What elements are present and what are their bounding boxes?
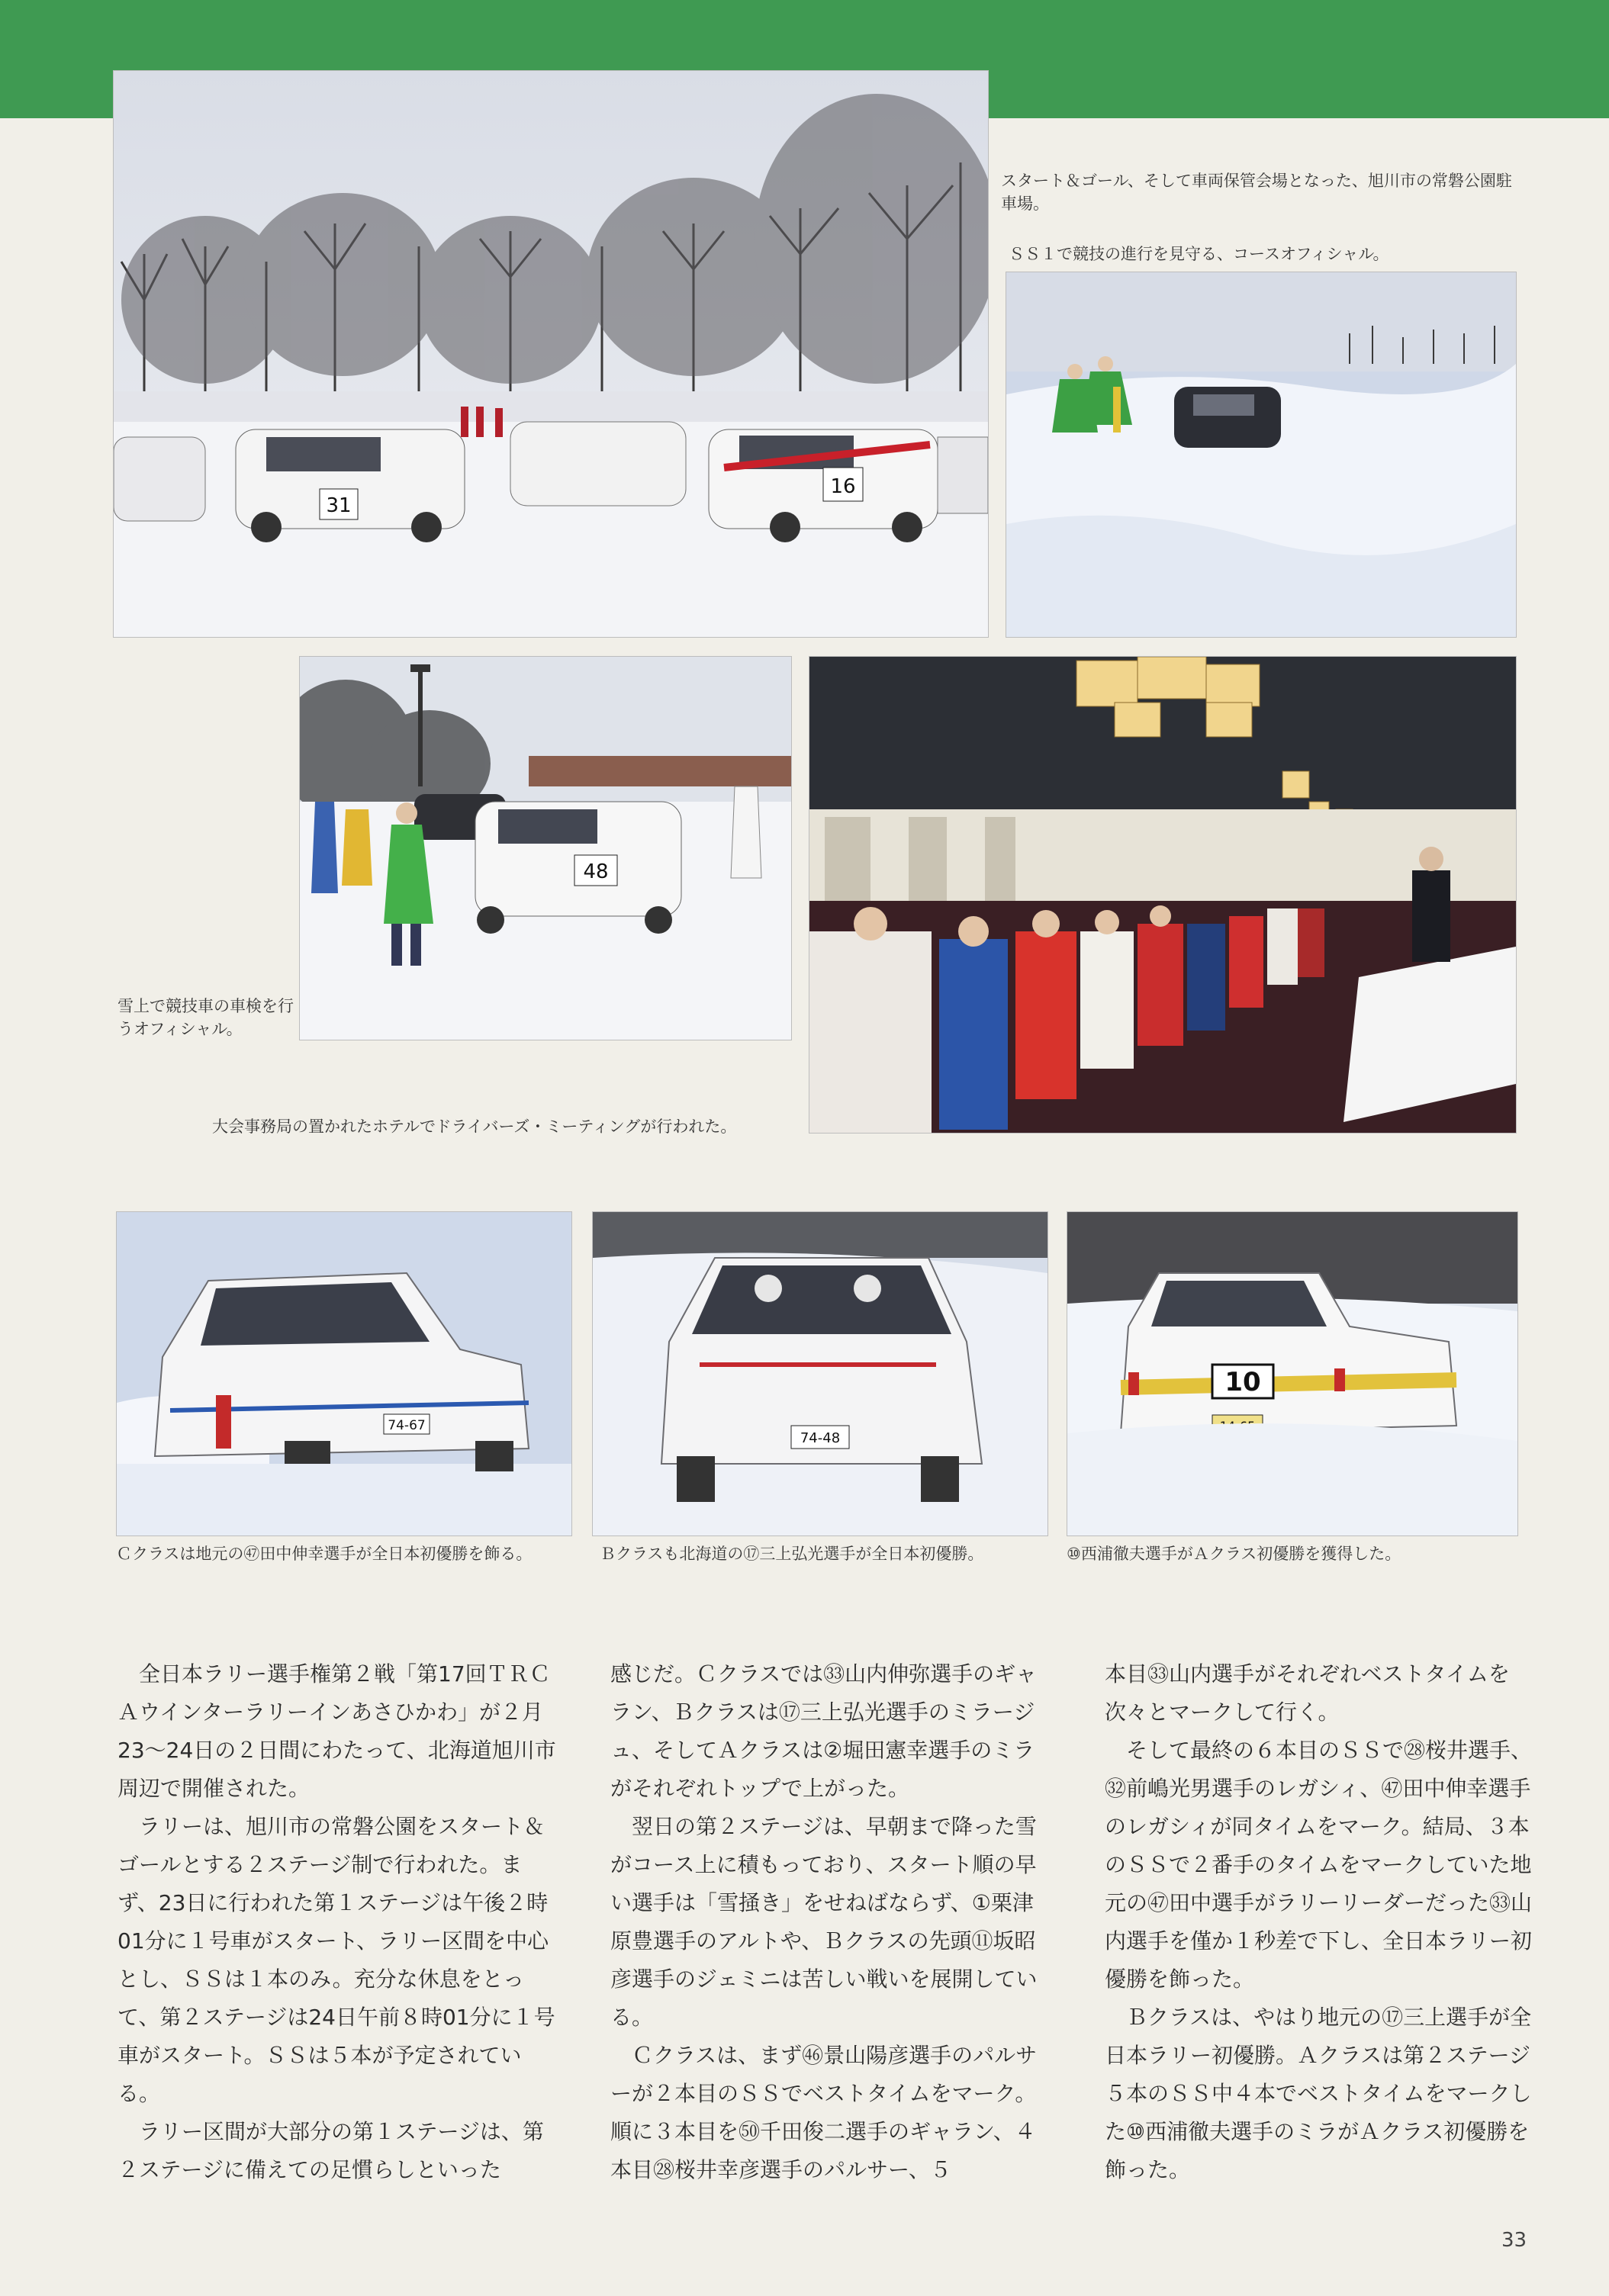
caption-b-class: Ｂクラスも北海道の⑰三上弘光選手が全日本初優勝。 (600, 1545, 984, 1563)
b-class-plate: 74-48 (800, 1430, 841, 1446)
article-paragraph: 本目㉝山内選手がそれぞれベストタイムを次々とマークして行く。 (1105, 1661, 1510, 1725)
page-number: 33 (1501, 2229, 1527, 2252)
article-paragraph: そして最終の６本目のＳＳで㉘桜井選手、㉜前嶋光男選手のレガシィ、㊼田中伸幸選手のレガシィが同タイムをマーク。結局、３本のＳＳで２番手のタイムをマークしていた地元の㊼田中選手がラリーリーダーだった㉝山内選手を僅か１秒差で下し、全日本ラリー初優勝を飾った。 (1105, 1738, 1533, 1992)
article-column-1 (117, 1655, 560, 2189)
article-paragraph: ラリー区間が大部分の第１ステージは、第２ステージに備えての足慣らしといった (117, 2119, 544, 2182)
article-paragraph: ラリーは、旭川市の常磐公園をスタート＆ゴールとする２ステージ制で行われた。まず、23日に行われた第１ステージは午後２時01分に１号車がスタート、ラリー区間を中心とし、ＳＳは１本のみ。充分な休息をとって、第２ステージは24日午前８時01分に１号車がスタート。ＳＳは５本が予定されている。 (117, 1814, 555, 2106)
car-number-48: 48 (583, 860, 609, 883)
caption-a-class: ⑩西浦徹夫選手がＡクラス初優勝を獲得した。 (1067, 1545, 1401, 1563)
photo-drivers-meeting (809, 656, 1517, 1134)
photo-b-class-car (592, 1211, 1048, 1536)
a-class-car-number: 10 (1224, 1367, 1261, 1397)
c-class-plate: 74-67 (388, 1418, 426, 1433)
article-paragraph: 全日本ラリー選手権第２戦「第17回ＴＲＣＡウインターラリーインあさひかわ」が２月23～24日の２日間にわたって、北海道旭川市周辺で開催された。 (117, 1661, 556, 1801)
car-number-16: 16 (830, 475, 856, 498)
photo-parking-lot (113, 70, 989, 638)
caption-parking-lot: スタート＆ゴール、そして車両保管会場となった、旭川市の常磐公園駐車場。 (1001, 172, 1512, 213)
photo-a-class-car (1067, 1211, 1518, 1536)
caption-drivers-meeting: 大会事務局の置かれたホテルでドライバーズ・ミーティングが行われた。 (212, 1117, 737, 1136)
article-paragraph: Ｂクラスは、やはり地元の⑰三上選手が全日本ラリー初優勝。Ａクラスは第２ステージ５本のＳＳ中４本でベストタイムをマークした⑩西浦徹夫選手のミラがＡクラス初優勝を飾った。 (1105, 2005, 1532, 2182)
car-number-31: 31 (326, 494, 352, 517)
article-paragraph: 感じだ。Ｃクラスでは㉝山内伸弥選手のギャラン、Ｂクラスは⑰三上弘光選手のミラージュ、そしてＡクラスは②堀田憲幸選手のミラがそれぞれトップで上がった。 (610, 1661, 1038, 1801)
article-paragraph: 翌日の第２ステージは、早朝まで降った雪がコース上に積もっており、スタート順の早い選手は「雪掻き」をせねばならず、①栗津原豊選手のアルトや、Ｂクラスの先頭⑪坂昭彦選手のジェミニは苦しい戦いを展開している。 (610, 1814, 1038, 2030)
caption-c-class: Ｃクラスは地元の㊼田中伸幸選手が全日本初優勝を飾る。 (116, 1545, 533, 1563)
article-column-2 (610, 1655, 1053, 2189)
caption-inspection: 雪上で競技車の車検を行うオフィシャル。 (117, 997, 294, 1038)
photo-course-officials (1006, 272, 1517, 638)
article-column-3 (1105, 1655, 1547, 2189)
caption-officials-ss1: ＳＳ１で競技の進行を見守る、コースオフィシャル。 (1009, 245, 1389, 263)
photo-car-inspection (299, 656, 792, 1040)
photo-c-class-car (116, 1211, 572, 1536)
article-paragraph: Ｃクラスは、まず㊻景山陽彦選手のパルサーが２本目のＳＳでベストタイムをマーク。順に３本目を㊿千田俊二選手のギャラン、４本目㉘桜井幸彦選手のパルサー、５ (610, 2043, 1038, 2182)
